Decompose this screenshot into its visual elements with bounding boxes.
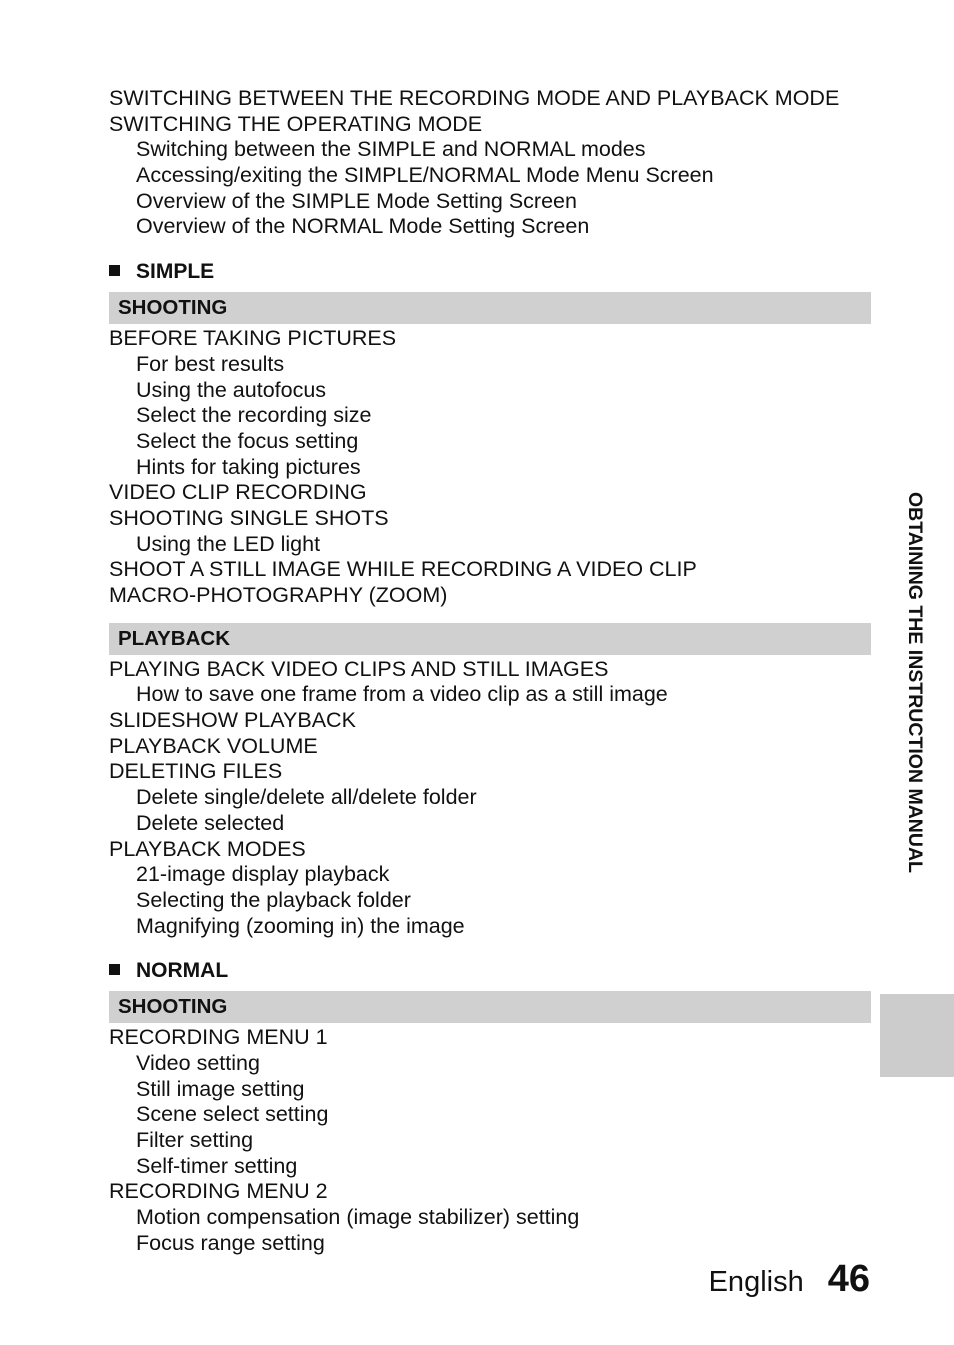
toc-entry: Overview of the SIMPLE Mode Setting Screen bbox=[136, 188, 577, 213]
toc-entry: Select the focus setting bbox=[136, 428, 359, 453]
toc-entry: Video setting bbox=[136, 1050, 260, 1075]
toc-entry: RECORDING MENU 2 bbox=[109, 1179, 328, 1204]
section-title-bar: SHOOTING bbox=[109, 991, 871, 1023]
toc-entry: Still image setting bbox=[136, 1076, 305, 1101]
section-title-bar: SHOOTING bbox=[109, 292, 871, 324]
toc-entry: Hints for taking pictures bbox=[136, 454, 361, 479]
toc-entry: Accessing/exiting the SIMPLE/NORMAL Mode Menu Screen bbox=[136, 163, 714, 188]
toc-entry: Focus range setting bbox=[136, 1230, 325, 1255]
toc-entry: MACRO-PHOTOGRAPHY (ZOOM) bbox=[109, 583, 448, 607]
square-bullet-icon bbox=[109, 964, 120, 975]
group-heading bbox=[109, 958, 871, 984]
footer-language: English bbox=[708, 1266, 804, 1298]
toc-entry: Using the LED light bbox=[136, 531, 321, 556]
toc-entry: DELETING FILES bbox=[109, 759, 283, 784]
toc-entry: Self-timer setting bbox=[136, 1153, 298, 1178]
square-bullet-icon bbox=[109, 265, 120, 276]
toc-entry: Selecting the playback folder bbox=[136, 887, 411, 912]
toc-entry: Filter setting bbox=[136, 1128, 254, 1152]
toc-entry: SHOOTING SINGLE SHOTS bbox=[109, 505, 389, 530]
toc-entry: Select the recording size bbox=[136, 403, 372, 428]
toc-entry: SWITCHING THE OPERATING MODE bbox=[109, 111, 483, 136]
toc-entry: PLAYBACK VOLUME bbox=[109, 733, 318, 758]
page-number: 46 bbox=[827, 1258, 870, 1300]
toc-entry: Scene select setting bbox=[136, 1102, 329, 1127]
toc-entry: Using the autofocus bbox=[136, 377, 327, 402]
toc-entry: SWITCHING BETWEEN THE RECORDING MODE AND PLAYBACK MODE bbox=[109, 86, 840, 110]
toc-entry: For best results bbox=[136, 351, 285, 376]
toc-entry: 21-image display playback bbox=[136, 862, 390, 887]
toc-entry: Delete single/delete all/delete folder bbox=[136, 785, 477, 810]
group-heading bbox=[109, 259, 871, 285]
page-footer bbox=[709, 1258, 870, 1301]
toc-entry: PLAYING BACK VIDEO CLIPS AND STILL IMAGES bbox=[109, 656, 609, 681]
side-tab-marker bbox=[880, 994, 954, 1077]
toc-entry: PLAYBACK MODES bbox=[109, 836, 306, 861]
table-of-contents bbox=[109, 86, 871, 1256]
group-heading-label: NORMAL bbox=[136, 959, 229, 983]
side-chapter-title: OBTAINING THE INSTRUCTION MANUAL bbox=[904, 492, 926, 873]
toc-entry: SLIDESHOW PLAYBACK bbox=[109, 708, 356, 733]
group-heading-label: SIMPLE bbox=[136, 260, 215, 284]
toc-entry: RECORDING MENU 1 bbox=[109, 1025, 328, 1050]
toc-entry: Magnifying (zooming in) the image bbox=[136, 913, 465, 938]
toc-entry: Switching between the SIMPLE and NORMAL modes bbox=[136, 137, 646, 162]
toc-entry: Overview of the NORMAL Mode Setting Screen bbox=[136, 214, 590, 239]
toc-entry: SHOOT A STILL IMAGE WHILE RECORDING A VIDEO CLIP bbox=[109, 557, 697, 582]
toc-entry: How to save one frame from a video clip as a still image bbox=[136, 682, 668, 707]
toc-entry: Motion compensation (image stabilizer) setting bbox=[136, 1205, 580, 1230]
toc-entry: BEFORE TAKING PICTURES bbox=[109, 326, 397, 351]
toc-entry: VIDEO CLIP RECORDING bbox=[109, 480, 367, 505]
toc-entry: Delete selected bbox=[136, 810, 285, 835]
section-title-bar: PLAYBACK bbox=[109, 623, 871, 655]
